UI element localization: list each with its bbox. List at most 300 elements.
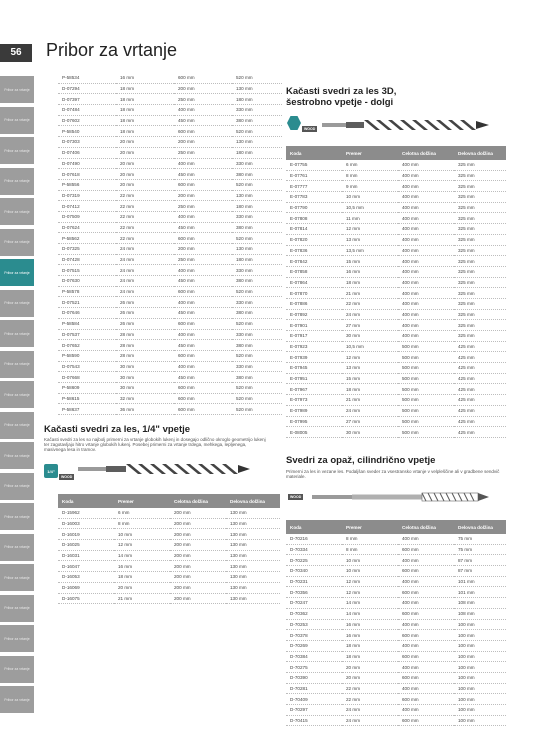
section-title-right1-line1: Kačasti svedri za les 3D,	[286, 86, 397, 97]
table-cell: 500 mm	[398, 373, 454, 384]
table-cell: 600 mm	[398, 694, 454, 705]
table-cell: 20 mm	[116, 147, 174, 158]
table-cell: 130 mm	[226, 561, 280, 572]
table-cell: 400 mm	[398, 331, 454, 342]
table-cell: 200 mm	[170, 529, 226, 540]
side-tab-14[interactable]: Pribor za vrtanje	[0, 503, 34, 530]
table-cell: D-07630	[58, 276, 116, 287]
table-cell: P-58556	[58, 179, 116, 190]
table-row	[286, 640, 506, 651]
table-row	[58, 254, 282, 265]
table-row	[58, 147, 282, 158]
table-cell: 400 mm	[398, 576, 454, 587]
table-row	[58, 561, 280, 572]
table-cell: D-07490	[58, 158, 116, 169]
table-cell: 20 mm	[116, 158, 174, 169]
table-cell: 325 mm	[454, 298, 506, 309]
table-cell: 24 mm	[116, 244, 174, 255]
table-cell: 18 mm	[116, 94, 174, 105]
table-row	[286, 405, 506, 416]
table-cell: D-16069	[58, 582, 114, 593]
side-tab-13[interactable]: Pribor za vrtanje	[0, 473, 34, 500]
table-row	[58, 518, 280, 529]
table-header: Celotna dolžina	[170, 494, 226, 508]
table-cell: 15 mm	[342, 256, 398, 267]
table-row	[286, 544, 506, 555]
table-row	[58, 222, 282, 233]
table-header: Celotna dolžina	[398, 520, 454, 534]
table-cell: 400 mm	[398, 224, 454, 235]
table-cell: 325 mm	[454, 192, 506, 203]
table-cell: 425 mm	[454, 405, 506, 416]
table-cell: 325 mm	[454, 224, 506, 235]
table-cell: 200 mm	[174, 83, 232, 94]
table-cell: 600 mm	[398, 651, 454, 662]
table-cell: 325 mm	[454, 309, 506, 320]
side-tab-4[interactable]: Pribor za vrtanje	[0, 198, 34, 225]
table-cell: 12 mm	[342, 576, 398, 587]
table-cell: 24 mm	[342, 309, 398, 320]
table-cell: D-70390	[286, 672, 342, 683]
table-cell: D-07509	[58, 211, 116, 222]
table-cell: 16 mm	[114, 561, 170, 572]
table-cell: 400 mm	[398, 298, 454, 309]
side-tab-19[interactable]: Pribor za vrtanje	[0, 656, 34, 683]
table-cell: 325 mm	[454, 181, 506, 192]
table-cell: 14 mm	[342, 598, 398, 609]
table-row	[58, 211, 282, 222]
side-tab-6[interactable]: Pribor za vrtanje	[0, 259, 34, 286]
table-cell: 450 mm	[174, 222, 232, 233]
table-row	[58, 265, 282, 276]
table-cell: 330 mm	[232, 105, 282, 116]
table-cell: 400 mm	[174, 329, 232, 340]
table-cell: 600 mm	[398, 566, 454, 577]
table-cell: D-70216	[286, 534, 342, 544]
table-cell: 24 mm	[342, 715, 398, 726]
side-tab-10[interactable]: Pribor za vrtanje	[0, 381, 34, 408]
table-header: Koda	[286, 520, 342, 534]
table-cell: 101 mm	[454, 576, 506, 587]
table-cell: 130 mm	[232, 83, 282, 94]
table-cell: 400 mm	[398, 320, 454, 331]
table-row	[58, 382, 282, 393]
table-cell: 425 mm	[454, 363, 506, 374]
table-cell: D-07397	[58, 94, 116, 105]
table-cell: 30 mm	[116, 372, 174, 383]
table-cell: 520 mm	[232, 73, 282, 83]
table-cell: 9 mm	[342, 181, 398, 192]
table-cell: 325 mm	[454, 234, 506, 245]
table-cell: 380 mm	[232, 276, 282, 287]
table-cell: 108 mm	[454, 608, 506, 619]
table-cell: D-07668	[58, 372, 116, 383]
table-cell: 400 mm	[398, 640, 454, 651]
table-cell: 100 mm	[454, 651, 506, 662]
table-row	[286, 566, 506, 577]
table-cell: 325 mm	[454, 202, 506, 213]
table-cell: 600 mm	[398, 672, 454, 683]
table-row	[286, 277, 506, 288]
table-cell: D-15962	[58, 508, 114, 518]
table-row	[286, 352, 506, 363]
table-cell: D-07537	[58, 329, 116, 340]
table-cell: 380 mm	[232, 222, 282, 233]
table-cell: 10,5 mm	[342, 202, 398, 213]
table-cell: E-07901	[286, 320, 342, 331]
table-row	[286, 694, 506, 705]
table-cell: 22 mm	[116, 190, 174, 201]
table-cell: 450 mm	[174, 372, 232, 383]
side-tab-1[interactable]: Pribor za vrtanje	[0, 107, 34, 134]
table-cell: D-16047	[58, 561, 114, 572]
table-cell: 380 mm	[232, 340, 282, 351]
table-cell: 30 mm	[116, 361, 174, 372]
table-cell: 330 mm	[232, 361, 282, 372]
table-cell: 450 mm	[174, 340, 232, 351]
table-row	[286, 202, 506, 213]
section-title-left: Kačasti svedri za les, 1/4" vpetje	[44, 424, 191, 435]
table-cell: 130 mm	[232, 137, 282, 148]
side-tab-0[interactable]: Pribor za vrtanje	[0, 76, 34, 103]
table-cell: 18 mm	[342, 640, 398, 651]
table-cell: E-07989	[286, 405, 342, 416]
table-cell: 24 mm	[116, 254, 174, 265]
table-row	[286, 192, 506, 203]
table-cell: 400 mm	[398, 202, 454, 213]
table-row	[286, 320, 506, 331]
table-cell: 6 mm	[114, 508, 170, 518]
table-row	[286, 416, 506, 427]
table-cell: 200 mm	[170, 561, 226, 572]
table-cell: 100 mm	[454, 640, 506, 651]
table-cell: 325 mm	[454, 320, 506, 331]
table-row	[286, 341, 506, 352]
side-tab-strip	[0, 76, 34, 717]
table-cell: 100 mm	[454, 694, 506, 705]
table-cell: 200 mm	[170, 550, 226, 561]
table-row	[286, 662, 506, 673]
table-cell: 11 mm	[342, 213, 398, 224]
wood-icon: WOOD	[61, 475, 73, 479]
table-cell: 26 mm	[116, 297, 174, 308]
table-row	[286, 651, 506, 662]
table-cell: 18 mm	[116, 126, 174, 137]
table-header: Premer	[114, 494, 170, 508]
table-cell: D-07521	[58, 297, 116, 308]
table-cell: 75 mm	[454, 544, 506, 555]
table-cell: 325 mm	[454, 256, 506, 267]
table-cell: 325 mm	[454, 160, 506, 170]
table-cell: 15 mm	[342, 373, 398, 384]
table-row	[286, 705, 506, 716]
section-title-right1-line2: šestrobno vpetje - dolgi	[286, 97, 394, 108]
table-cell: 330 mm	[232, 265, 282, 276]
table-cell: 400 mm	[398, 170, 454, 181]
table-cell: 16 mm	[342, 630, 398, 641]
product-table-auger-3d	[286, 146, 506, 438]
table-cell: E-07886	[286, 298, 342, 309]
table-cell: 14 mm	[114, 550, 170, 561]
table-cell: E-07755	[286, 160, 342, 170]
table-cell: P-58590	[58, 350, 116, 361]
table-cell: D-70225	[286, 555, 342, 566]
table-cell: 27 mm	[342, 416, 398, 427]
table-cell: D-07303	[58, 137, 116, 148]
table-row	[286, 630, 506, 641]
auger-drill-bit-3d-image	[322, 118, 492, 132]
table-cell: 12 mm	[342, 587, 398, 598]
table-cell: 10,5 mm	[342, 341, 398, 352]
table-cell: D-16031	[58, 550, 114, 561]
table-cell: 200 mm	[174, 244, 232, 255]
table-cell: D-70384	[286, 651, 342, 662]
table-cell: 325 mm	[454, 170, 506, 181]
table-row	[58, 137, 282, 148]
table-row	[58, 126, 282, 137]
table-cell: 27 mm	[342, 320, 398, 331]
table-cell: 28 mm	[116, 340, 174, 351]
table-cell: 18 mm	[114, 572, 170, 583]
table-row	[286, 224, 506, 235]
table-cell: 36 mm	[116, 404, 174, 415]
table-cell: 400 mm	[398, 619, 454, 630]
table-cell: 500 mm	[398, 363, 454, 374]
table-cell: 87 mm	[454, 566, 506, 577]
table-cell: 425 mm	[454, 427, 506, 438]
table-cell: 108 mm	[454, 598, 506, 609]
table-row	[286, 213, 506, 224]
table-cell: 425 mm	[454, 384, 506, 395]
table-cell: 250 mm	[174, 94, 232, 105]
table-row	[286, 576, 506, 587]
table-header: Celotna dolžina	[398, 146, 454, 160]
table-cell: 425 mm	[454, 352, 506, 363]
table-cell: 200 mm	[174, 190, 232, 201]
table-cell: 100 mm	[454, 683, 506, 694]
table-cell: 130 mm	[232, 190, 282, 201]
table-cell: 600 mm	[398, 715, 454, 726]
table-row	[58, 508, 280, 518]
table-row	[286, 587, 506, 598]
table-cell: 325 mm	[454, 245, 506, 256]
side-tab-17[interactable]: Pribor za vrtanje	[0, 595, 34, 622]
table-cell: 101 mm	[454, 587, 506, 598]
table-cell: 450 mm	[174, 115, 232, 126]
side-tab-7[interactable]: Pribor za vrtanje	[0, 290, 34, 317]
table-row	[58, 105, 282, 116]
table-cell: 8 mm	[342, 544, 398, 555]
table-cell: E-07892	[286, 309, 342, 320]
table-cell: 20 mm	[342, 662, 398, 673]
table-cell: 325 mm	[454, 288, 506, 299]
side-tab-16[interactable]: Pribor za vrtanje	[0, 564, 34, 591]
table-cell: 500 mm	[398, 427, 454, 438]
table-cell: E-07870	[286, 288, 342, 299]
table-cell: E-07951	[286, 373, 342, 384]
table-cell: D-07294	[58, 83, 116, 94]
page-number: 56	[0, 44, 32, 62]
table-cell: E-07973	[286, 395, 342, 406]
table-cell: 16 mm	[342, 619, 398, 630]
table-cell: 16 mm	[342, 266, 398, 277]
table-cell: D-07602	[58, 115, 116, 126]
table-cell: 400 mm	[398, 309, 454, 320]
table-row	[58, 529, 280, 540]
table-cell: D-70378	[286, 630, 342, 641]
table-cell: D-07412	[58, 201, 116, 212]
table-cell: 26 mm	[116, 318, 174, 329]
product-table-auger-1-4	[58, 494, 280, 604]
table-row	[286, 256, 506, 267]
table-cell: 520 mm	[232, 382, 282, 393]
table-cell: D-70409	[286, 694, 342, 705]
table-row	[58, 350, 282, 361]
table-cell: 30 mm	[342, 331, 398, 342]
table-cell: 600 mm	[174, 393, 232, 404]
table-cell: 28 mm	[116, 329, 174, 340]
table-cell: 520 mm	[232, 233, 282, 244]
table-cell: 425 mm	[454, 373, 506, 384]
table-cell: 600 mm	[174, 73, 232, 83]
table-cell: D-07652	[58, 340, 116, 351]
table-cell: 180 mm	[232, 147, 282, 158]
table-cell: 400 mm	[174, 297, 232, 308]
table-cell: 450 mm	[174, 169, 232, 180]
table-cell: 20 mm	[114, 582, 170, 593]
table-cell: 20 mm	[116, 179, 174, 190]
table-cell: 13,5 mm	[342, 245, 398, 256]
table-cell: 130 mm	[226, 582, 280, 593]
table-row	[286, 373, 506, 384]
table-row	[58, 94, 282, 105]
side-tab-20[interactable]: Pribor za vrtanje	[0, 686, 34, 713]
side-tab-9[interactable]: Pribor za vrtanje	[0, 351, 34, 378]
table-cell: 450 mm	[174, 308, 232, 319]
table-cell: D-70415	[286, 715, 342, 726]
table-header: Koda	[286, 146, 342, 160]
table-cell: 130 mm	[232, 244, 282, 255]
table-cell: D-70231	[286, 576, 342, 587]
table-row	[286, 181, 506, 192]
table-cell: 520 mm	[232, 350, 282, 361]
side-tab-8[interactable]: Pribor za vrtanje	[0, 320, 34, 347]
table-cell: E-08005	[286, 427, 342, 438]
table-cell: 400 mm	[174, 105, 232, 116]
table-row	[286, 160, 506, 170]
table-cell: 330 mm	[232, 297, 282, 308]
table-cell: 21 mm	[114, 593, 170, 604]
table-cell: 18 mm	[342, 277, 398, 288]
side-tab-18[interactable]: Pribor za vrtanje	[0, 625, 34, 652]
table-cell: D-07484	[58, 105, 116, 116]
side-tab-2[interactable]: Pribor za vrtanje	[0, 137, 34, 164]
table-cell: 22 mm	[342, 683, 398, 694]
table-cell: 600 mm	[398, 608, 454, 619]
table-cell: 13 mm	[342, 363, 398, 374]
table-row	[286, 288, 506, 299]
table-cell: 20 mm	[116, 137, 174, 148]
side-tab-5[interactable]: Pribor za vrtanje	[0, 229, 34, 256]
table-row	[58, 308, 282, 319]
table-header: Premer	[342, 520, 398, 534]
table-cell: E-07783	[286, 192, 342, 203]
table-row	[286, 619, 506, 630]
table-cell: D-07618	[58, 169, 116, 180]
table-row	[58, 179, 282, 190]
table-cell: 400 mm	[398, 683, 454, 694]
table-cell: 400 mm	[174, 211, 232, 222]
table-cell: 425 mm	[454, 341, 506, 352]
table-cell: D-70356	[286, 587, 342, 598]
table-cell: 130 mm	[226, 550, 280, 561]
table-cell: 10 mm	[342, 566, 398, 577]
side-tab-15[interactable]: Pribor za vrtanje	[0, 534, 34, 561]
table-cell: P-58584	[58, 318, 116, 329]
table-cell: 400 mm	[174, 361, 232, 372]
table-row	[58, 297, 282, 308]
side-tab-12[interactable]: Pribor za vrtanje	[0, 442, 34, 469]
page-title: Pribor za vrtanje	[46, 40, 178, 60]
table-row	[286, 331, 506, 342]
table-cell: 12 mm	[114, 540, 170, 551]
table-cell: 400 mm	[174, 265, 232, 276]
table-cell: 100 mm	[454, 630, 506, 641]
table-cell: 400 mm	[398, 234, 454, 245]
table-cell: 380 mm	[232, 169, 282, 180]
table-header: Koda	[58, 494, 114, 508]
side-tab-11[interactable]: Pribor za vrtanje	[0, 412, 34, 439]
table-cell: 14 mm	[342, 608, 398, 619]
table-row	[286, 683, 506, 694]
table-cell: 600 mm	[398, 630, 454, 641]
table-cell: D-16025	[58, 540, 114, 551]
table-row	[58, 169, 282, 180]
table-row	[286, 608, 506, 619]
table-row	[58, 582, 280, 593]
table-cell: 200 mm	[170, 572, 226, 583]
table-cell: 380 mm	[232, 372, 282, 383]
table-cell: 500 mm	[398, 416, 454, 427]
table-cell: 380 mm	[232, 308, 282, 319]
table-cell: 8 mm	[342, 170, 398, 181]
table-cell: D-07515	[58, 265, 116, 276]
table-cell: 180 mm	[232, 254, 282, 265]
table-cell: 520 mm	[232, 404, 282, 415]
table-cell: P-58578	[58, 286, 116, 297]
table-cell: 200 mm	[174, 137, 232, 148]
table-row	[58, 593, 280, 604]
table-cell: 20 mm	[116, 169, 174, 180]
table-cell: 10 mm	[114, 529, 170, 540]
table-cell: E-07777	[286, 181, 342, 192]
table-cell: 400 mm	[398, 245, 454, 256]
table-row	[286, 715, 506, 726]
table-cell: 6 mm	[342, 160, 398, 170]
table-cell: 16 mm	[116, 73, 174, 83]
side-tab-3[interactable]: Pribor za vrtanje	[0, 168, 34, 195]
table-cell: E-07967	[286, 384, 342, 395]
table-header: Premer	[342, 146, 398, 160]
table-row	[58, 318, 282, 329]
table-cell: 500 mm	[398, 384, 454, 395]
table-row	[58, 404, 282, 415]
table-cell: 8 mm	[114, 518, 170, 529]
table-cell: E-07858	[286, 266, 342, 277]
table-row	[286, 672, 506, 683]
table-row	[58, 540, 280, 551]
section-description-left: Kačasti svedri za les so najbolj primerni za vrtanje globokih lukenj in dosegajo odlično okroglo geometrijo lukenj ter zagotavljajo hitro vrtanje globokih lukenj. Posebej primerni za vrtanje trdega, mehkega, lepljenega, masivnega lesa in tramov.	[44, 437, 266, 453]
